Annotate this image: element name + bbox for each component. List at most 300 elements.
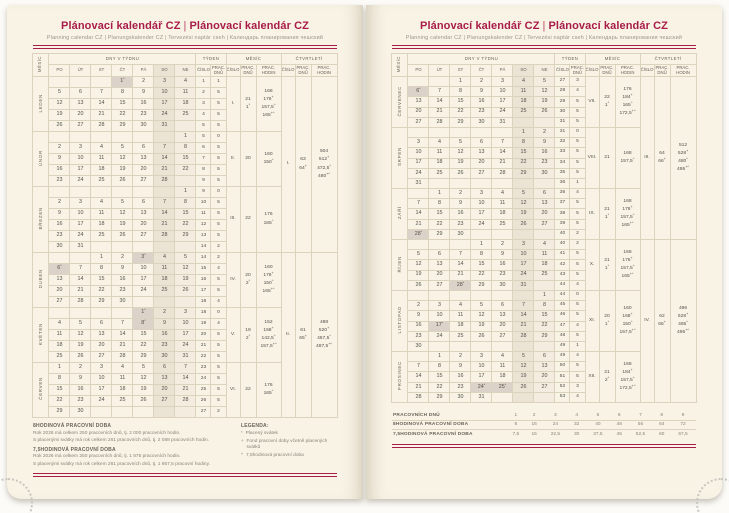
day-cell: 17 (91, 385, 112, 396)
day-cell: 16 (471, 97, 492, 107)
hours-value: 40 (585, 420, 611, 430)
day-cell: 18 (112, 385, 133, 396)
day-cell (70, 187, 91, 198)
legend-text-holiday: Placený svátek (245, 431, 278, 436)
day-cell: 7 (450, 250, 471, 260)
col-header-number: ČÍSLO (640, 65, 654, 77)
day-cell: 7 (112, 319, 133, 330)
legend-item (241, 431, 337, 437)
day-cell: 28* (450, 280, 471, 290)
day-cell: 3 (513, 240, 534, 250)
day-cell: 9 (49, 154, 70, 165)
day-cell (154, 242, 175, 253)
day-cell: 14 (513, 311, 534, 321)
hours-value: 15 (531, 431, 537, 437)
day-cell: 12 (112, 154, 133, 165)
day-cell: 4 (49, 319, 70, 330)
day-cell: 27 (408, 117, 429, 127)
week-number: 32 (555, 138, 570, 148)
day-cell: 16 (49, 165, 70, 176)
week-workdays: 5 (570, 199, 585, 209)
month-name: DUBEN (33, 253, 49, 308)
note-8h-line2: S placenými svátky má rok celkem 261 pracovních dnů, tj. 2 088 pracovních hodin. (33, 437, 209, 443)
col-header-workhours: PRAC. HODIN (615, 65, 640, 77)
week-workdays: 5 (211, 209, 226, 220)
week-number: 38 (555, 209, 570, 219)
day-cell: 24 (513, 270, 534, 280)
week-number: 21 (196, 341, 211, 352)
day-cell: 21 (450, 270, 471, 280)
month-name: PROSINEC (392, 352, 408, 403)
day-cell: 17 (175, 330, 196, 341)
day-cell: 3* (133, 253, 154, 264)
hours-value: 67,5 (678, 431, 688, 437)
day-cell: 17 (471, 372, 492, 382)
col-group-quarter: ČTVRTLETÍ (281, 54, 337, 65)
week-workdays: 5 (570, 138, 585, 148)
month-workhours: 168 184+ 157,5^ 172,5+^ (615, 352, 640, 403)
week-number: 13 (196, 231, 211, 242)
week-number: 33 (555, 148, 570, 158)
day-cell: 9 (70, 374, 91, 385)
week-number: 51 (555, 372, 570, 382)
legend-item (241, 439, 337, 451)
legend-text-fund: Fond pracovní doby včetně placených svátků (246, 438, 328, 450)
hours-value: 30 (573, 431, 580, 437)
legend-title: LEGENDA: (241, 423, 269, 429)
day-cell: 26 (70, 352, 91, 363)
day-cell: 26 (471, 331, 492, 341)
day-cell: 6* (408, 87, 429, 97)
day-cell: 7 (513, 301, 534, 311)
hours-value: 22,5 (550, 431, 561, 437)
day-cell (513, 229, 534, 239)
day-cell (70, 308, 91, 319)
week-workdays: 2 (211, 407, 226, 418)
day-cell: 28 (154, 231, 175, 242)
day-cell: 12 (513, 199, 534, 209)
day-cell: 15 (513, 148, 534, 158)
day-cell: 19 (534, 97, 555, 107)
day-cell (513, 178, 534, 188)
day-cell: 27 (70, 121, 91, 132)
day-cell: 30 (133, 121, 154, 132)
week-number: 20 (196, 330, 211, 341)
day-cell: 4 (450, 301, 471, 311)
day-cell: 13 (534, 199, 555, 209)
week-workdays: 5 (570, 148, 585, 158)
day-cell: 27 (49, 297, 70, 308)
week-workdays: 5 (211, 385, 226, 396)
day-cell: 26 (534, 107, 555, 117)
day-cell (492, 127, 513, 137)
week-workdays: 5 (570, 168, 585, 178)
day-cell: 20 (91, 341, 112, 352)
day-cell: 19 (408, 270, 429, 280)
day-cell: 25 (175, 110, 196, 121)
week-workdays: 4 (211, 264, 226, 275)
day-cell: 20 (154, 385, 175, 396)
day-cell: 11 (91, 209, 112, 220)
week-number: 26 (196, 396, 211, 407)
month-workhours: 152 168+ 142,5^ 157,5+^ (256, 308, 281, 363)
week-number: 27 (196, 407, 211, 418)
day-cell: 28 (154, 176, 175, 187)
page-title (7, 20, 363, 32)
week-number: 48 (555, 331, 570, 341)
day-cell: 23 (450, 219, 471, 229)
week-workdays: 4 (570, 189, 585, 199)
day-cell: 24 (70, 176, 91, 187)
day-cell: 10 (133, 264, 154, 275)
day-cell: 8 (429, 362, 450, 372)
day-cell: 15 (112, 99, 133, 110)
note-8h-line1: Rok 2026 má celkem 250 pracovních dnů, tj. 2 000 pracovních hodin. (33, 430, 181, 436)
hours-value: 56 (628, 420, 654, 430)
day-cell: 3 (429, 301, 450, 311)
day-cell: 22 (429, 219, 450, 229)
day-cell: 13 (154, 374, 175, 385)
day-cell: 6 (429, 250, 450, 260)
week-number: 12 (196, 220, 211, 231)
day-cell: 16 (408, 321, 429, 331)
week-workdays: 4 (570, 321, 585, 331)
day-cell: 23 (534, 158, 555, 168)
col-header-workhours: PRAC. HODIN (256, 65, 281, 77)
day-cell: 9 (450, 199, 471, 209)
week-workdays: 5 (570, 97, 585, 107)
day-cell (49, 308, 70, 319)
week-workdays: 0 (570, 290, 585, 300)
day-cell (91, 132, 112, 143)
day-cell (133, 187, 154, 198)
week-workdays: 3 (570, 77, 585, 87)
month-name: ZÁŘÍ (392, 189, 408, 240)
week-workdays: 5 (211, 88, 226, 99)
hours-value: 9 (670, 411, 696, 420)
planning-table-first-half (32, 53, 337, 418)
day-cell: 23 (471, 107, 492, 117)
month-number: VII. (585, 77, 599, 128)
day-cell (429, 178, 450, 188)
week-workdays: 0 (211, 132, 226, 143)
hours-value: 32 (568, 420, 585, 430)
day-cell: 27 (133, 176, 154, 187)
hours-value: 72 (670, 420, 696, 430)
week-number: 36 (555, 178, 570, 188)
day-cell: 3 (70, 143, 91, 154)
day-cell (513, 341, 534, 351)
day-cell: 2 (408, 301, 429, 311)
day-cell: 26 (450, 168, 471, 178)
day-cell: 3 (471, 352, 492, 362)
col-header-workhours: PRAC. HODIN (670, 65, 696, 77)
day-cell: 18 (154, 275, 175, 286)
day-cell (91, 77, 112, 88)
day-cell: 29 (49, 407, 70, 418)
quarter-workhours: 488 520+ 457,5^ 487,5+^ (311, 253, 337, 418)
day-cell: 15 (175, 154, 196, 165)
month-name: BŘEZEN (33, 187, 49, 253)
week-workdays: 5 (211, 165, 226, 176)
day-cell: 20 (429, 270, 450, 280)
week-workdays: 4 (211, 319, 226, 330)
day-cell: 14 (112, 330, 133, 341)
week-workdays: 5 (570, 260, 585, 270)
header-rule (392, 45, 696, 50)
week-workdays: 5 (570, 301, 585, 311)
hours-value: 2 (526, 411, 543, 420)
day-cell: 31 (492, 117, 513, 127)
page-subtitle: Planning calendar CZ | Planungskalender CZ | Tervezési naptár cseh | Календарь планирования чешский (405, 34, 683, 41)
month-workhours: 160 168+ 150^ 157,5+^ (615, 290, 640, 351)
day-cell: 25 (450, 331, 471, 341)
day-cell (175, 121, 196, 132)
day-cell: 30 (471, 117, 492, 127)
week-number: 6 (196, 143, 211, 154)
day-cell (112, 187, 133, 198)
day-cell: 30 (450, 229, 471, 239)
day-cell: 13 (471, 148, 492, 158)
day-cell: 4 (175, 77, 196, 88)
day-cell: 25* (492, 382, 513, 392)
day-cell: 10 (513, 250, 534, 260)
day-cell: 14 (450, 260, 471, 270)
day-cell: 10 (492, 87, 513, 97)
day-cell: 12 (513, 362, 534, 372)
month-workdays: 21 (599, 127, 615, 188)
week-workdays: 1 (211, 77, 226, 88)
month-name: SRPEN (392, 127, 408, 188)
day-cell: 2 (70, 363, 91, 374)
col-header-workdays: PRAC. DNŮ (655, 64, 669, 75)
week-number: 17 (196, 286, 211, 297)
day-cell: 30 (534, 168, 555, 178)
col-header-workdays: PRAC. DNŮ (600, 64, 614, 75)
day-cell: 28 (175, 396, 196, 407)
day-cell: 1 (450, 77, 471, 87)
day-cell: 12 (408, 260, 429, 270)
day-cell: 22 (471, 270, 492, 280)
day-cell: 14 (154, 209, 175, 220)
day-cell (429, 341, 450, 351)
day-cell: 31 (513, 280, 534, 290)
week-workdays: 5 (211, 121, 226, 132)
day-cell: 20 (471, 158, 492, 168)
week-number: 23 (196, 363, 211, 374)
day-cell: 9 (492, 250, 513, 260)
month-number: IX. (585, 189, 599, 240)
week-number: 49 (555, 352, 570, 362)
week-workdays: 5 (570, 117, 585, 127)
week-workdays: 0 (211, 308, 226, 319)
week-number: 14 (196, 242, 211, 253)
left-page-footer (33, 423, 337, 477)
day-cell: 8* (133, 319, 154, 330)
day-cell: 24 (471, 219, 492, 229)
week-workdays: 2 (570, 240, 585, 250)
col-header-workdays: PRAC. DNŮ (211, 64, 226, 75)
week-number: 46 (555, 311, 570, 321)
hours-value: 48 (611, 420, 628, 430)
month-number: X. (585, 240, 599, 291)
day-cell: 4 (112, 363, 133, 374)
day-cell (70, 253, 91, 264)
legend (241, 423, 337, 468)
day-cell (534, 341, 555, 351)
col-group-month: MĚSÍC (585, 54, 640, 65)
day-cell: 28 (91, 121, 112, 132)
month-workdays: 22 (240, 187, 256, 253)
day-cell (534, 229, 555, 239)
quarter-number: IV. (640, 240, 654, 403)
day-cell: 26 (112, 176, 133, 187)
hours-value: 64 (653, 420, 670, 430)
week-number: 4 (196, 110, 211, 121)
day-cell: 7 (154, 198, 175, 209)
day-cell: 14 (408, 372, 429, 382)
day-cell: 10 (91, 374, 112, 385)
week-number: 39 (555, 219, 570, 229)
day-cell: 17 (154, 99, 175, 110)
footer-rule (392, 444, 696, 449)
day-cell: 19 (513, 372, 534, 382)
legend-text-75h: 7,5hodinová pracovní doba (245, 452, 304, 458)
day-cell: 26 (133, 396, 154, 407)
day-cell (471, 290, 492, 300)
col-header-number: ČÍSLO (555, 65, 570, 77)
day-cell: 3 (471, 189, 492, 199)
col-header-day-st: ST (91, 65, 112, 77)
week-workdays: 5 (570, 250, 585, 260)
day-cell: 29 (91, 297, 112, 308)
day-cell: 30 (49, 242, 70, 253)
day-cell: 8 (429, 199, 450, 209)
day-cell: 16 (70, 385, 91, 396)
week-workdays: 4 (211, 297, 226, 308)
day-cell: 23 (492, 270, 513, 280)
day-cell: 23 (70, 396, 91, 407)
day-cell: 16 (450, 209, 471, 219)
day-cell: 21 (154, 220, 175, 231)
day-cell: 6 (154, 363, 175, 374)
legend-item (241, 453, 337, 459)
week-workdays: 1 (570, 178, 585, 188)
workdays-hours-table (392, 411, 696, 439)
day-cell: 2 (49, 198, 70, 209)
day-cell: 6 (133, 198, 154, 209)
note-75h-line1: Rok 2026 má celkem 250 pracovních dnů, tj. 1 875 pracovních hodin. (33, 454, 181, 460)
week-number: 52 (555, 382, 570, 392)
week-workdays: 5 (570, 372, 585, 382)
day-cell: 29 (471, 280, 492, 290)
day-cell: 22 (91, 286, 112, 297)
legend-symbol-fund: + (241, 437, 244, 443)
hours-value: 60 (659, 431, 665, 437)
day-cell: 18 (534, 260, 555, 270)
day-cell: 17 (133, 275, 154, 286)
col-group-week: TÝDEN (196, 54, 226, 65)
day-cell: 27 (429, 280, 450, 290)
day-cell: 13 (49, 275, 70, 286)
day-cell: 14 (429, 97, 450, 107)
day-cell: 10 (471, 199, 492, 209)
quarter-number: I. (281, 77, 295, 253)
quarter-workdays: 64 66+ (654, 77, 670, 240)
day-cell (450, 127, 471, 137)
week-number: 2 (196, 88, 211, 99)
month-workdays: 22 1* (599, 77, 615, 128)
week-workdays: 2 (211, 253, 226, 264)
week-workdays: 5 (211, 220, 226, 231)
day-cell: 1* (112, 77, 133, 88)
day-cell: 6* (49, 264, 70, 275)
week-workdays: 5 (570, 219, 585, 229)
month-name: LEDEN (33, 77, 49, 132)
week-workdays: 3 (570, 382, 585, 392)
week-number: 43 (555, 270, 570, 280)
month-workhours: 176 184+ 165^ 172,5+^ (615, 77, 640, 128)
day-cell: 28 (70, 297, 91, 308)
day-cell: 7 (429, 87, 450, 97)
day-cell: 21 (175, 385, 196, 396)
week-number: 50 (555, 362, 570, 372)
page-title (366, 20, 722, 32)
day-cell: 4 (492, 352, 513, 362)
day-cell (513, 117, 534, 127)
day-cell (534, 117, 555, 127)
day-cell: 9 (154, 319, 175, 330)
day-cell: 27 (154, 396, 175, 407)
col-header-workdays: PRAC. DNŮ (296, 64, 310, 75)
day-cell: 21 (513, 321, 534, 331)
day-cell: 25 (492, 219, 513, 229)
day-cell: 6 (492, 301, 513, 311)
day-cell: 17 (471, 209, 492, 219)
week-number: 31 (555, 117, 570, 127)
day-cell: 20 (492, 321, 513, 331)
day-cell: 26 (513, 382, 534, 392)
right-page-footer (392, 411, 696, 448)
day-cell: 15 (471, 260, 492, 270)
day-cell: 14 (70, 275, 91, 286)
month-name: KVĚTEN (33, 308, 49, 363)
day-cell: 9 (49, 209, 70, 220)
week-workdays: 5 (211, 99, 226, 110)
day-cell: 2 (450, 352, 471, 362)
week-workdays: 2 (211, 242, 226, 253)
header-rule (33, 45, 337, 50)
month-workdays: 19 2* (240, 308, 256, 363)
day-cell: 13 (429, 260, 450, 270)
week-number: 11 (196, 209, 211, 220)
day-cell: 26 (513, 219, 534, 229)
day-cell (175, 297, 196, 308)
week-number: 47 (555, 321, 570, 331)
day-cell: 1 (175, 187, 196, 198)
day-cell: 25 (154, 286, 175, 297)
day-cell: 28 (408, 392, 429, 402)
day-cell (70, 132, 91, 143)
day-cell: 9 (534, 138, 555, 148)
week-number: 19 (196, 319, 211, 330)
day-cell: 9 (112, 264, 133, 275)
week-workdays: 5 (211, 154, 226, 165)
month-name: LISTOPAD (392, 290, 408, 351)
day-cell: 20 (408, 107, 429, 117)
day-cell (429, 240, 450, 250)
week-number: 3 (196, 99, 211, 110)
